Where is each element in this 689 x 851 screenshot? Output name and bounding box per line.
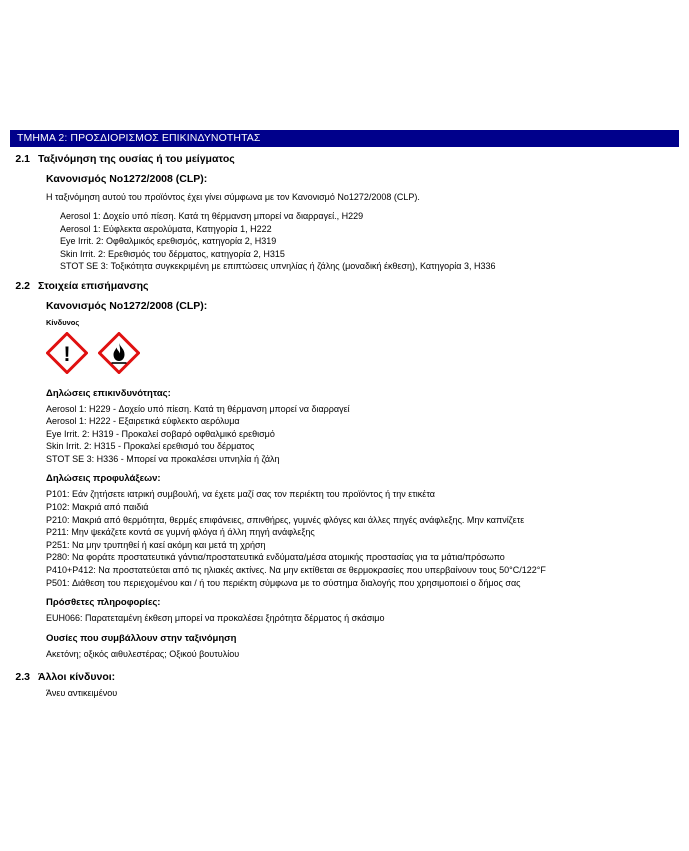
contributing-substances-text: Ακετόνη; οξικός αιθυλεστέρας; Οξικού βουτυλίου (46, 648, 240, 659)
precautionary-statement: P410+P412: Να προστατεύεται από τις ηλιακές ακτίνες. Να μην εκτίθεται σε θερμοκρασίες που υπερβαίνουν τους 50°C/122°F (46, 565, 546, 576)
additional-information-heading: Πρόσθετες πληροφορίες: (46, 597, 161, 609)
precautionary-statement: P501: Διάθεση του περιεχομένου και / ή του περιέκτη σύμφωνα με το σύστημα διαλογής που χρησιμοποιεί ο δήμος σας (46, 577, 521, 588)
hazard-statements-list (46, 403, 677, 466)
section-header-bar: ΤΜΗΜΑ 2: ΠΡΟΣΔΙΟΡΙΣΜΟΣ ΕΠΙΚΙΝΔΥΝΟΤΗΤΑΣ (10, 130, 679, 147)
section-2-1-heading-row (0, 152, 689, 165)
flame-pictogram (98, 332, 140, 374)
classification-item: Eye Irrit. 2: Οφθαλμικός ερεθισμός, κατηγορία 2, H319 (60, 236, 277, 246)
signal-word: Κίνδυνος (46, 317, 80, 327)
classification-item: Aerosol 1: Εύφλεκτα αερολύματα, Κατηγορία 1, H222 (60, 223, 272, 234)
precautionary-statements-list (46, 488, 677, 589)
section-2-2-body (46, 300, 689, 661)
section-2-3-heading-row (0, 670, 689, 683)
section-2-1-body (46, 173, 689, 273)
exclamation-mark-pictogram (46, 332, 88, 374)
clp-regulation-heading-1: Κανονισμός Νο1272/2008 (CLP): (46, 173, 208, 185)
section-2-2-number: 2.2 (15, 279, 30, 292)
precautionary-statements-heading: Δηλώσεις προφυλάξεων: (46, 473, 161, 485)
precautionary-statement: P101: Εάν ζητήσετε ιατρική συμβουλή, να έχετε μαζί σας τον περιέκτη του προϊόντος ή την ετικέτα (46, 489, 435, 500)
classification-intro: Η ταξινόμηση αυτού του προϊόντος έχει γίνει σύμφωνα με τον Κανονισμό Νο1272/2008 (CLP). (46, 192, 420, 202)
hazard-statement: Skin Irrit. 2: H315 - Προκαλεί ερεθισμό του δέρματος (46, 441, 255, 452)
precautionary-statement: P210: Μακριά από θερμότητα, θερμές επιφάνειες, σπινθήρες, γυμνές φλόγες και άλλες πηγές ανάφλεξης. Μην καπνίζετε (46, 514, 525, 525)
section-2-1-title: Ταξινόμηση της ουσίας ή του μείγματος (38, 153, 235, 165)
ghs-pictogram-group (46, 332, 677, 374)
section-2-3-number: 2.3 (15, 671, 30, 684)
section-2-2-title: Στοιχεία επισήμανσης (38, 279, 149, 292)
classification-item: Aerosol 1: Δοχείο υπό πίεση. Κατά τη θέρμανση μπορεί να διαρραγεί., H229 (60, 211, 364, 221)
hazard-statement: Aerosol 1: H222 - Εξαιρετικά εύφλεκτο αερόλυμα (46, 416, 240, 427)
precautionary-statement: P280: Να φοράτε προστατευτικά γάντια/προστατευτικά ενδύματα/μέσα ατομικής προστασίας για τα μάτια/πρόσωπο (46, 552, 505, 563)
hazard-statement: Eye Irrit. 2: H319 - Προκαλεί σοβαρό οφθαλμικό ερεθισμό (46, 428, 275, 439)
additional-information-text: EUH066: Παρατεταμένη έκθεση μπορεί να προκαλέσει ξηρότητα δέρματος ή σκάσιμο (46, 613, 385, 624)
hazard-statement: STOT SE 3: H336 - Μπορεί να προκαλέσει υπνηλία ή ζάλη (46, 453, 280, 464)
hazard-statements-heading: Δηλώσεις επικινδυνότητας: (46, 387, 171, 399)
section-2-2-heading-row (0, 279, 689, 292)
section-2-1-number: 2.1 (15, 153, 30, 165)
svg-text:!: ! (63, 342, 71, 366)
precautionary-statement: P102: Μακριά από παιδιά (46, 502, 149, 513)
clp-regulation-heading-2: Κανονισμός Νο1272/2008 (CLP): (46, 299, 208, 312)
section-2-3-body (46, 687, 689, 700)
classification-item: Skin Irrit. 2: Ερεθισμός του δέρματος, κατηγορία 2, H315 (60, 248, 285, 259)
document-content (0, 152, 689, 700)
precautionary-statement: P251: Να μην τρυπηθεί ή καεί ακόμη και μετά τη χρήση (46, 539, 266, 550)
precautionary-statement: P211: Μην ψεκάζετε κοντά σε γυμνή φλόγα ή άλλη πηγή ανάφλεξης (46, 527, 315, 538)
classification-item: STOT SE 3: Τοξικότητα συγκεκριμένη με επιπτώσεις υπνηλίας ή ζάλης (μοναδική έκθεση), Κατηγορία 3, H336 (60, 261, 496, 271)
section-2-3-title: Άλλοι κίνδυνοι: (38, 671, 116, 684)
hazard-statement: Aerosol 1: H229 - Δοχείο υπό πίεση. Κατά τη θέρμανση μπορεί να διαρραγεί (46, 403, 350, 414)
classification-list (60, 210, 677, 273)
contributing-substances-heading: Ουσίες που συμβάλλουν στην ταξινόμηση (46, 632, 237, 644)
other-hazards-text: Άνευ αντικειμένου (46, 688, 118, 699)
